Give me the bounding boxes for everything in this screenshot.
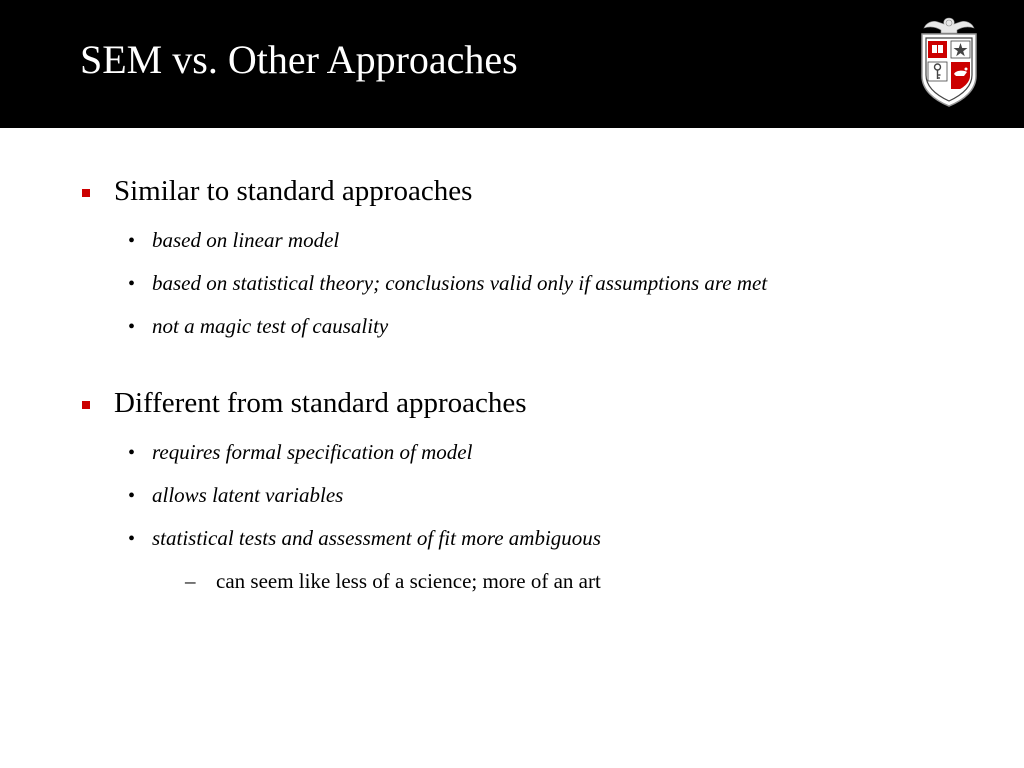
list-item-text: requires formal specification of model	[152, 440, 473, 464]
bullet-dot-icon: •	[128, 316, 136, 338]
list-item	[128, 271, 767, 296]
dash-bullet-icon: –	[185, 569, 196, 593]
list-item	[128, 440, 472, 465]
list-item-text: statistical tests and assessment of fit more ambiguous	[152, 526, 601, 550]
section-heading-text: Similar to standard approaches	[114, 175, 473, 207]
list-item	[128, 526, 601, 551]
list-item-text: not a magic test of causality	[152, 314, 389, 338]
section-heading-text: Different from standard approaches	[114, 387, 527, 419]
bullet-dot-icon: •	[128, 273, 136, 295]
section-heading-different	[82, 387, 527, 420]
bullet-dot-icon: •	[128, 485, 136, 507]
list-item-text: allows latent variables	[152, 483, 344, 507]
bullet-dot-icon: •	[128, 442, 136, 464]
section-heading-similar	[82, 175, 472, 208]
slide-title: SEM vs. Other Approaches	[80, 37, 518, 82]
sub-list-item-text: can seem like less of a science; more of an art	[216, 569, 601, 593]
bullet-dot-icon: •	[128, 528, 136, 550]
list-item	[128, 483, 343, 508]
sub-list-item	[185, 569, 601, 594]
list-item	[128, 314, 388, 339]
square-bullet-icon	[82, 401, 90, 409]
bullet-dot-icon: •	[128, 230, 136, 252]
list-item-text: based on statistical theory; conclusions valid only if assumptions are met	[152, 271, 768, 295]
square-bullet-icon	[82, 189, 90, 197]
list-item	[128, 228, 339, 253]
list-item-text: based on linear model	[152, 228, 340, 252]
